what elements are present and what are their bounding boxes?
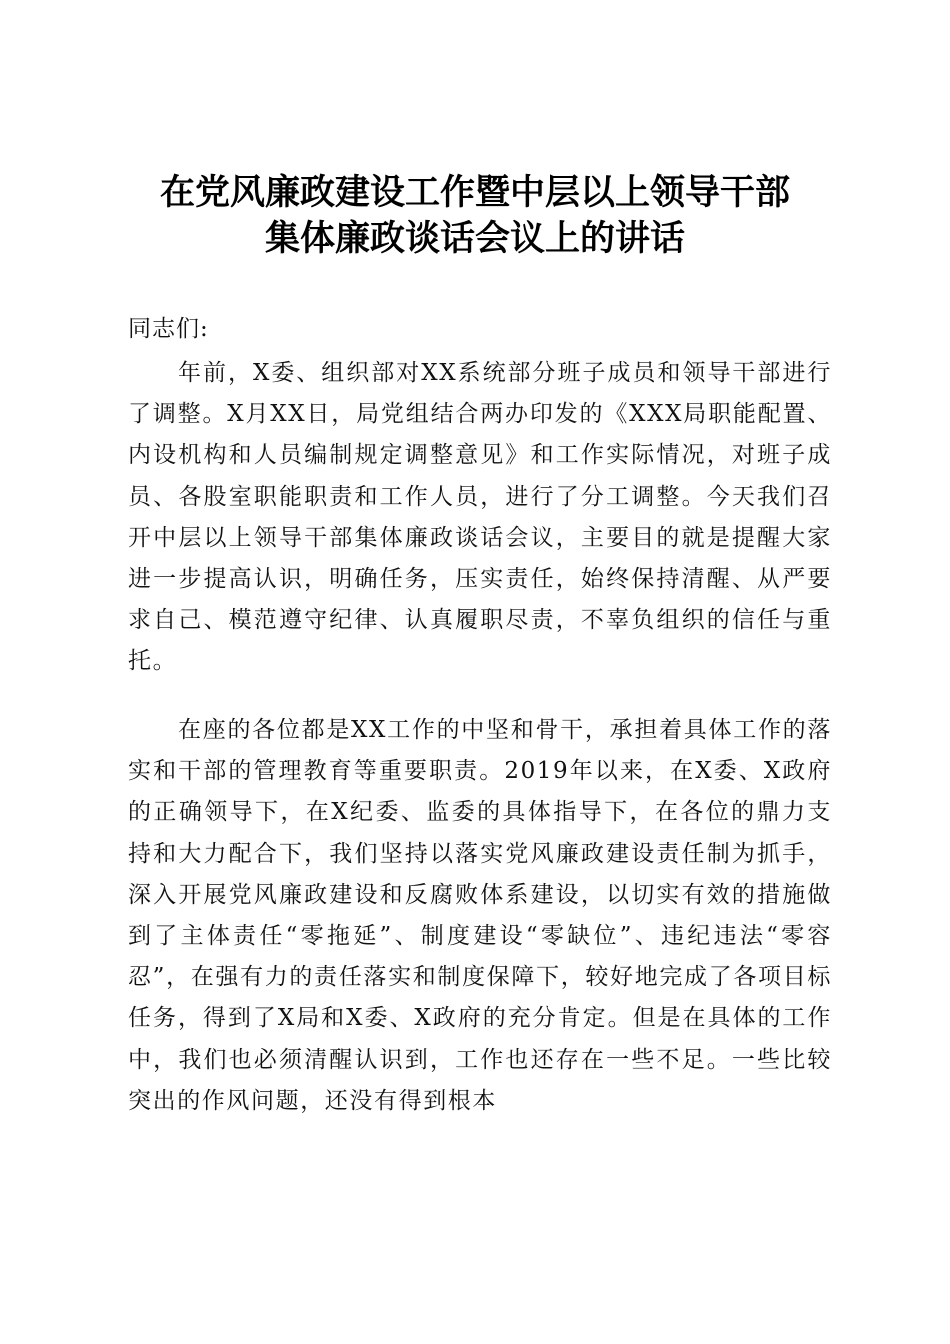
document-title-line-2: 集体廉政谈话会议上的讲话: [264, 219, 685, 259]
body-paragraph-2: 在座的各位都是XX工作的中坚和骨干，承担着具体工作的落实和干部的管理教育等重要职责。2019年以来，在X委、X政府的正确领导下，在X纪委、监委的具体指导下，在各位的鼎力支持和大力配合下，我们坚持以落实党风廉政建设责任制为抓手，深入开展党风廉政建设和反腐败体系建设，以切实有效的措施做到了主体责任“零拖延”、制度建设“零缺位”、违纪违法“零容忍”，在强有力的责任落实和制度保障下，较好地完成了各项目标任务，得到了X局和X委、X政府的充分肯定。但是在具体的工作中，我们也必须清醒认识到，工作也还存在一些不足。一些比较突出的作风问题，还没有得到根本: [128, 717, 832, 1114]
body-paragraph-1: 年前，X委、组织部对XX系统部分班子成员和领导干部进行了调整。X月XX日，局党组结合两办印发的《XXX局职能配置、内设机构和人员编制规定调整意见》和工作实际情况，对班子成员、各股室职能职责和工作人员，进行了分工调整。今天我们召开中层以上领导干部集体廉政谈话会议，主要目的就是提醒大家进一步提高认识，明确任务，压实责任，始终保持清醒、从严要求自己、模范遵守纪律、认真履职尽责，不辜负组织的信任与重托。: [128, 360, 832, 675]
salutation: 同志们:: [128, 316, 209, 342]
document-title-line-1: 在党风廉政建设工作暨中层以上领导干部: [159, 173, 790, 213]
